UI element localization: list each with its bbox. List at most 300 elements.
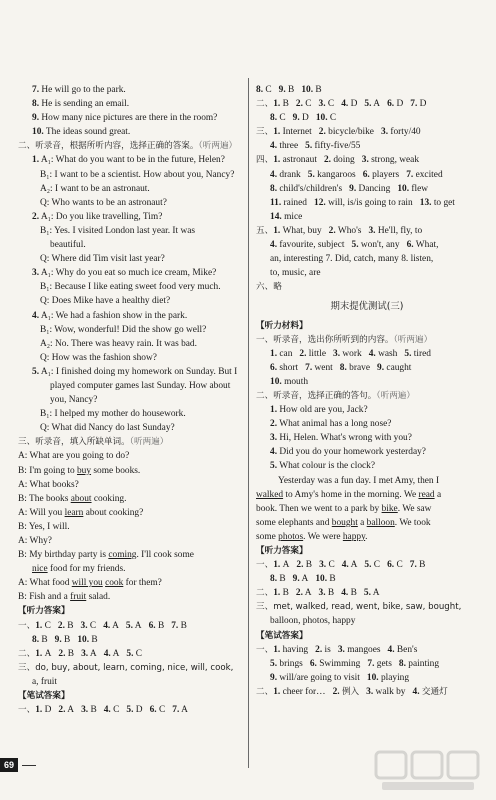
answer-value: players <box>372 169 400 180</box>
text-line <box>256 403 478 417</box>
answer-number: 8. <box>398 658 406 669</box>
answer-number: 2. <box>58 705 66 716</box>
answer-value: B <box>288 85 295 95</box>
answer-value: D <box>135 705 143 716</box>
instruction-note: （听两遍） <box>393 334 433 345</box>
answer-value: D <box>302 113 309 124</box>
text-line <box>18 421 240 435</box>
answer-value: cheer for… <box>282 686 326 697</box>
answer-value: D <box>419 99 427 110</box>
text-line <box>256 600 478 614</box>
answer-value: work <box>342 348 362 359</box>
answer-value: What, <box>415 240 439 251</box>
answer-number: 1. <box>273 225 281 236</box>
answer-value: C <box>158 705 166 716</box>
fill-blank-line <box>18 506 240 520</box>
answer-row <box>256 153 478 167</box>
line-text: . We were <box>303 531 343 542</box>
line-text: A: Why? <box>18 536 52 546</box>
answer-group-label: 一、 <box>256 644 274 655</box>
answer-number: 7. <box>409 560 417 571</box>
text-line <box>18 182 240 196</box>
answer-value: B <box>90 705 97 716</box>
answer-value: rained <box>283 197 307 208</box>
text-line <box>18 393 240 407</box>
listening-story <box>256 474 478 544</box>
answer-number: 3. <box>368 225 376 236</box>
answer-value: mice <box>284 211 303 222</box>
line-text: A: What books? <box>18 479 79 490</box>
answer-value: Swimming <box>319 658 361 669</box>
answer-value: B <box>419 560 426 571</box>
answer-value: C <box>113 705 120 716</box>
text-line <box>256 614 478 628</box>
item-number: 1. <box>32 155 40 166</box>
answer-value: C <box>305 99 312 110</box>
line-text: to, music, are <box>270 268 321 279</box>
answer-value: will/are going to visit <box>279 672 360 683</box>
answer-number: 10. <box>366 672 379 683</box>
answer-number: 13. <box>419 197 432 208</box>
line-text: B: My birthday party is <box>18 550 109 561</box>
answer-number: 1. <box>273 127 281 138</box>
item-number: 5. <box>32 366 40 377</box>
answer-number: 8. <box>339 362 347 373</box>
text-line <box>18 111 240 125</box>
right-column <box>256 83 478 699</box>
answer-value: A <box>112 648 120 659</box>
line-text: B: I'm going to <box>18 465 77 476</box>
answer-value: He'll, fly, to <box>377 225 423 236</box>
answer-value: strong, weak <box>371 155 420 166</box>
line-text: balloon, photos, happy <box>270 616 356 627</box>
answer-row <box>256 671 478 685</box>
answer-value: having <box>282 644 309 655</box>
answer-value: little <box>308 348 326 359</box>
text-line <box>18 210 240 224</box>
answer-number: 11. <box>270 197 282 208</box>
answer-number: 6. <box>148 620 156 631</box>
text-line <box>18 323 240 337</box>
answer-number: 5. <box>351 240 359 251</box>
answer-number: 10. <box>315 574 328 585</box>
answer-number: 7. <box>171 620 179 631</box>
watermark-logo <box>372 748 482 794</box>
answer-row <box>256 125 478 139</box>
answer-number: 4. <box>412 686 420 697</box>
answer-value: caught <box>386 362 412 373</box>
answer-number: 5. <box>404 348 412 359</box>
line-text: How many nice pictures are there in the room? <box>41 113 218 124</box>
answer-value: Who's <box>337 225 362 236</box>
answer-row <box>256 685 478 699</box>
text-line <box>256 459 478 473</box>
answer-value: B <box>350 588 357 599</box>
answer-number: 1. <box>273 644 281 655</box>
text-line <box>18 534 240 548</box>
answer-value: 例入 <box>341 686 360 697</box>
answer-value: is <box>324 644 331 655</box>
answer-row <box>18 703 240 717</box>
line-text: salad. <box>86 592 111 603</box>
answer-number: 3. <box>333 348 341 359</box>
line-text: A₁: Do you like travelling, Tim? <box>40 211 163 222</box>
text-line <box>18 661 240 675</box>
section-heading: 【笔试答案】 <box>256 630 308 641</box>
answer-value: B <box>91 634 98 645</box>
line-text: you, Nancy? <box>50 395 98 406</box>
instruction-text: 二、听录音，选择正确的答句。 <box>256 390 377 401</box>
answer-number: 3. <box>81 705 89 716</box>
line-text: 三、do, buy, about, learn, coming, nice, will, cook, <box>18 662 234 673</box>
line-text: Q: Who wants to be an astronaut? <box>40 197 167 208</box>
answer-number: 10. <box>315 113 328 124</box>
answer-value: will, is/is going to rain <box>328 197 413 208</box>
answer-value: B <box>329 574 336 585</box>
answer-value: B <box>67 648 75 659</box>
answer-number: 3. <box>318 588 326 599</box>
line-text: B₁: Because I like eating sweet food very much. <box>40 282 221 293</box>
line-text: for them? <box>123 578 162 589</box>
answer-number: 7. <box>410 99 418 110</box>
answer-value: A <box>282 560 290 571</box>
filled-blank: buy <box>76 465 92 476</box>
text-line <box>18 266 240 280</box>
answer-number: 3. <box>366 686 374 697</box>
answer-value: C <box>135 648 143 659</box>
filled-blank: happy <box>342 531 366 542</box>
answer-value: B <box>67 620 74 631</box>
text-line <box>256 280 478 294</box>
answer-value: mouth <box>284 376 309 387</box>
answer-number: 5. <box>126 648 134 659</box>
instruction-text: 一、听录音，选出你所听到的内容。 <box>256 334 394 345</box>
filled-blank: nice <box>32 564 48 575</box>
answer-value: D <box>44 705 52 716</box>
answer-number: 4. <box>341 588 349 599</box>
answer-value: to get <box>433 197 455 208</box>
answer-number: 9. <box>270 672 278 683</box>
filled-blank: will you <box>71 578 103 589</box>
answer-group-label: 二、 <box>18 648 36 659</box>
answer-number: 1. <box>273 686 281 697</box>
text-line <box>18 83 240 97</box>
line-text: . <box>365 531 368 542</box>
answer-value: C <box>89 620 97 631</box>
line-text: A₂: I want to be an astronaut. <box>40 183 150 194</box>
line-text: a <box>357 517 367 528</box>
answer-number: 3. <box>381 127 389 138</box>
answer-number: 6. <box>309 658 317 669</box>
answer-value: A <box>67 705 75 716</box>
item-number: 3. <box>270 433 278 444</box>
answer-number: 8. <box>270 113 278 124</box>
text-line <box>18 280 240 294</box>
answer-row <box>256 361 478 375</box>
answer-value: doing <box>333 155 355 166</box>
answer-row <box>256 97 478 111</box>
filled-blank: walked <box>256 489 284 500</box>
text-line <box>18 294 240 308</box>
text-line <box>18 252 240 266</box>
answer-group-label: 一、 <box>18 705 36 716</box>
answer-value: excited <box>415 169 443 180</box>
instruction-text: 二、听录音，根据所听内容，选择正确的答案。 <box>18 141 199 152</box>
section-instruction <box>18 139 240 153</box>
answer-row <box>256 182 478 196</box>
text-line <box>256 445 478 459</box>
answer-value: C <box>396 560 403 571</box>
answer-value: kangaroos <box>317 169 356 180</box>
line-text: book. Then we went to a park by <box>256 503 382 514</box>
answer-value: B <box>157 620 165 631</box>
answer-number: 1. <box>273 588 281 599</box>
filled-blank: cook <box>105 578 124 589</box>
answer-number: 6. <box>362 169 370 180</box>
answer-value: A <box>89 648 97 659</box>
answer-value: playing <box>380 672 410 683</box>
answer-value: tired <box>413 348 431 359</box>
answer-row <box>18 619 240 633</box>
instruction-note: （听两遍） <box>198 141 238 152</box>
text-line <box>256 266 478 280</box>
answer-value: D <box>396 99 404 110</box>
answer-value: B <box>282 588 289 599</box>
answer-value: A <box>372 588 380 599</box>
answer-number: 2. <box>296 560 304 571</box>
line-text: B: Yes, I will. <box>18 521 70 532</box>
answer-value: A <box>350 560 358 571</box>
text-line <box>18 449 240 463</box>
answer-row <box>256 643 478 657</box>
line-text: some <box>256 531 279 542</box>
line-text: What animal has a long nose? <box>279 419 392 430</box>
text-line <box>18 97 240 111</box>
section-instruction <box>256 333 478 347</box>
line-text: a <box>434 489 442 500</box>
text-line <box>18 351 240 365</box>
section-heading: 【笔试答案】 <box>18 691 70 702</box>
answer-row <box>256 111 478 125</box>
answer-number: 4. <box>341 99 349 110</box>
column-divider <box>248 78 249 768</box>
answer-number: 5. <box>125 620 133 631</box>
answer-value: C <box>265 85 272 95</box>
answer-number: 1. <box>273 560 281 571</box>
answer-number: 2. <box>295 99 303 110</box>
answer-number: 9. <box>292 574 300 585</box>
answer-value: 交通灯 <box>421 686 448 697</box>
text-line <box>18 153 240 167</box>
answer-value: B <box>180 620 187 631</box>
answer-value: B <box>282 99 289 110</box>
text-line <box>18 675 240 689</box>
item-number: 1. <box>270 405 278 416</box>
section-instruction <box>256 389 478 403</box>
fill-blank-line <box>18 492 240 506</box>
answer-number: 6. <box>387 99 395 110</box>
line-text: Q: How was the fashion show? <box>40 352 157 363</box>
answer-number: 10. <box>77 634 90 645</box>
answer-number: 2. <box>295 588 303 599</box>
filled-blank: bought <box>331 517 358 528</box>
answer-value: C <box>327 99 335 110</box>
answer-number: 9. <box>292 113 300 124</box>
text-line <box>18 168 240 182</box>
answer-number: 7. <box>305 362 313 373</box>
answer-row <box>256 375 478 389</box>
answer-number: 5. <box>270 658 278 669</box>
answer-value: flew <box>411 183 429 194</box>
line-text: Q: What did Nancy do last Sunday? <box>40 423 175 434</box>
section-instruction <box>18 435 240 449</box>
answer-value: fifty-five/55 <box>314 141 361 152</box>
text-line <box>18 238 240 252</box>
answer-value: painting <box>408 658 440 669</box>
answer-value: C <box>279 113 286 124</box>
line-text: A: What are you going to do? <box>18 451 130 462</box>
answer-number: 1. <box>273 99 281 110</box>
filled-blank: fruit <box>70 592 87 603</box>
answer-number: 2. <box>315 644 323 655</box>
answer-value: wash <box>378 348 398 359</box>
answer-number: 4. <box>103 620 111 631</box>
filled-blank: bike <box>381 503 398 514</box>
answer-value: B <box>305 560 313 571</box>
answer-value: favourite, subject <box>279 240 345 251</box>
item-number: 10. <box>32 127 44 138</box>
line-text: What colour is the clock? <box>279 461 376 472</box>
answer-number: 6. <box>149 705 157 716</box>
answer-group-label: 二、 <box>256 99 274 110</box>
line-text: some elephants and <box>256 517 332 528</box>
answer-row <box>256 657 478 671</box>
item-number: 4. <box>270 447 278 458</box>
answer-row <box>256 572 478 586</box>
section-heading: 【听力答案】 <box>18 606 70 617</box>
item-number: 9. <box>32 113 40 124</box>
answer-value: child's/children's <box>279 183 343 194</box>
answer-number: 2. <box>57 620 65 631</box>
line-text: B₁: I want to be a scientist. How about you, Nancy? <box>40 169 235 180</box>
page-number-dash <box>22 765 36 766</box>
answer-row <box>256 238 478 252</box>
answer-number: 1. <box>270 348 278 359</box>
left-column <box>18 83 240 717</box>
answer-value: C <box>44 620 51 631</box>
filled-blank: read <box>418 489 435 500</box>
answer-number: 4. <box>103 648 111 659</box>
item-number: 5. <box>270 461 278 472</box>
line-text: B: Fish and a <box>18 592 71 603</box>
answer-number: 3. <box>319 560 327 571</box>
answer-number: 4. <box>103 705 111 716</box>
line-text: Did you do your homework yesterday? <box>279 447 426 458</box>
story-line <box>256 516 478 530</box>
line-text: A₁: We had a fashion show in the park. <box>40 310 188 321</box>
answer-number: 3. <box>318 99 326 110</box>
line-text: He will go to the park. <box>41 85 126 95</box>
answer-row <box>18 633 240 647</box>
filled-blank: balloon <box>366 517 395 528</box>
section-heading: 【听力材料】 <box>256 320 308 331</box>
answer-number: 2. <box>323 155 332 166</box>
line-text: about cooking? <box>83 507 144 518</box>
answer-value: B <box>279 574 286 585</box>
answer-value: three <box>279 141 299 152</box>
filled-blank: about <box>70 493 92 504</box>
answer-value: gets <box>376 658 392 669</box>
answer-number: 6. <box>387 560 395 571</box>
text-line <box>256 252 478 266</box>
answer-number: 4. <box>387 644 395 655</box>
item-number: 7. <box>32 85 40 95</box>
text-line <box>18 337 240 351</box>
instruction-text: 三、听录音，填入所缺单词。 <box>18 437 130 448</box>
answer-value: A <box>373 99 381 110</box>
answer-value: mangoes <box>347 644 381 655</box>
answer-value: B <box>64 634 71 645</box>
answer-value: Dancing <box>358 183 391 194</box>
answer-number: 6. <box>270 362 278 373</box>
line-text: A: Will you <box>18 507 65 518</box>
text-line <box>18 309 240 323</box>
answer-row <box>256 586 478 600</box>
filled-blank: coming <box>108 550 137 561</box>
answer-number: 2. <box>299 348 307 359</box>
line-text: A₂: No. There was heavy rain. It was bad. <box>40 338 197 349</box>
answer-value: won't, any <box>360 240 400 251</box>
answer-number: 3. <box>337 644 345 655</box>
answer-number: 14. <box>270 211 282 222</box>
answer-number: 1. <box>273 155 281 166</box>
line-text: A₁: Why do you eat so much ice cream, Mike? <box>40 268 217 279</box>
answer-value: C <box>328 560 335 571</box>
answer-value: walk by <box>375 686 406 697</box>
line-text: . We took <box>394 517 431 528</box>
instruction-note: （听两遍） <box>376 390 415 401</box>
item-number: 2. <box>32 211 40 222</box>
fill-blank-line <box>18 576 240 590</box>
fill-blank-line <box>18 548 240 562</box>
answer-number: 8. <box>270 183 278 194</box>
line-text: How old are you, Jack? <box>279 405 368 416</box>
text-line <box>18 407 240 421</box>
answer-number: 2. <box>318 127 326 138</box>
line-text: Hi, Helen. What's wrong with you? <box>279 433 412 444</box>
answer-value: A <box>134 620 142 631</box>
answer-value: astronaut <box>282 155 317 166</box>
answer-number: 5. <box>305 141 313 152</box>
answer-value: B <box>41 634 48 645</box>
filled-blank: photos <box>278 531 304 542</box>
fill-blank-line <box>18 562 240 576</box>
answer-number: 5. <box>363 588 371 599</box>
line-text: some books. <box>91 465 141 476</box>
answer-group-label: 三、 <box>256 127 274 138</box>
line-text: 三、met, walked, read, went, bike, saw, bought, <box>256 602 462 613</box>
answer-number: 3. <box>81 648 89 659</box>
item-number: 4. <box>32 310 40 321</box>
answer-group-label: 二、 <box>256 686 274 697</box>
answer-number: 8. <box>32 634 40 645</box>
answer-number: 9. <box>349 183 357 194</box>
answer-value: Ben's <box>396 644 418 655</box>
answer-number: 9. <box>377 362 385 373</box>
line-text: B: The books <box>18 493 71 504</box>
item-number: 2. <box>270 419 278 430</box>
text-line <box>18 365 240 379</box>
